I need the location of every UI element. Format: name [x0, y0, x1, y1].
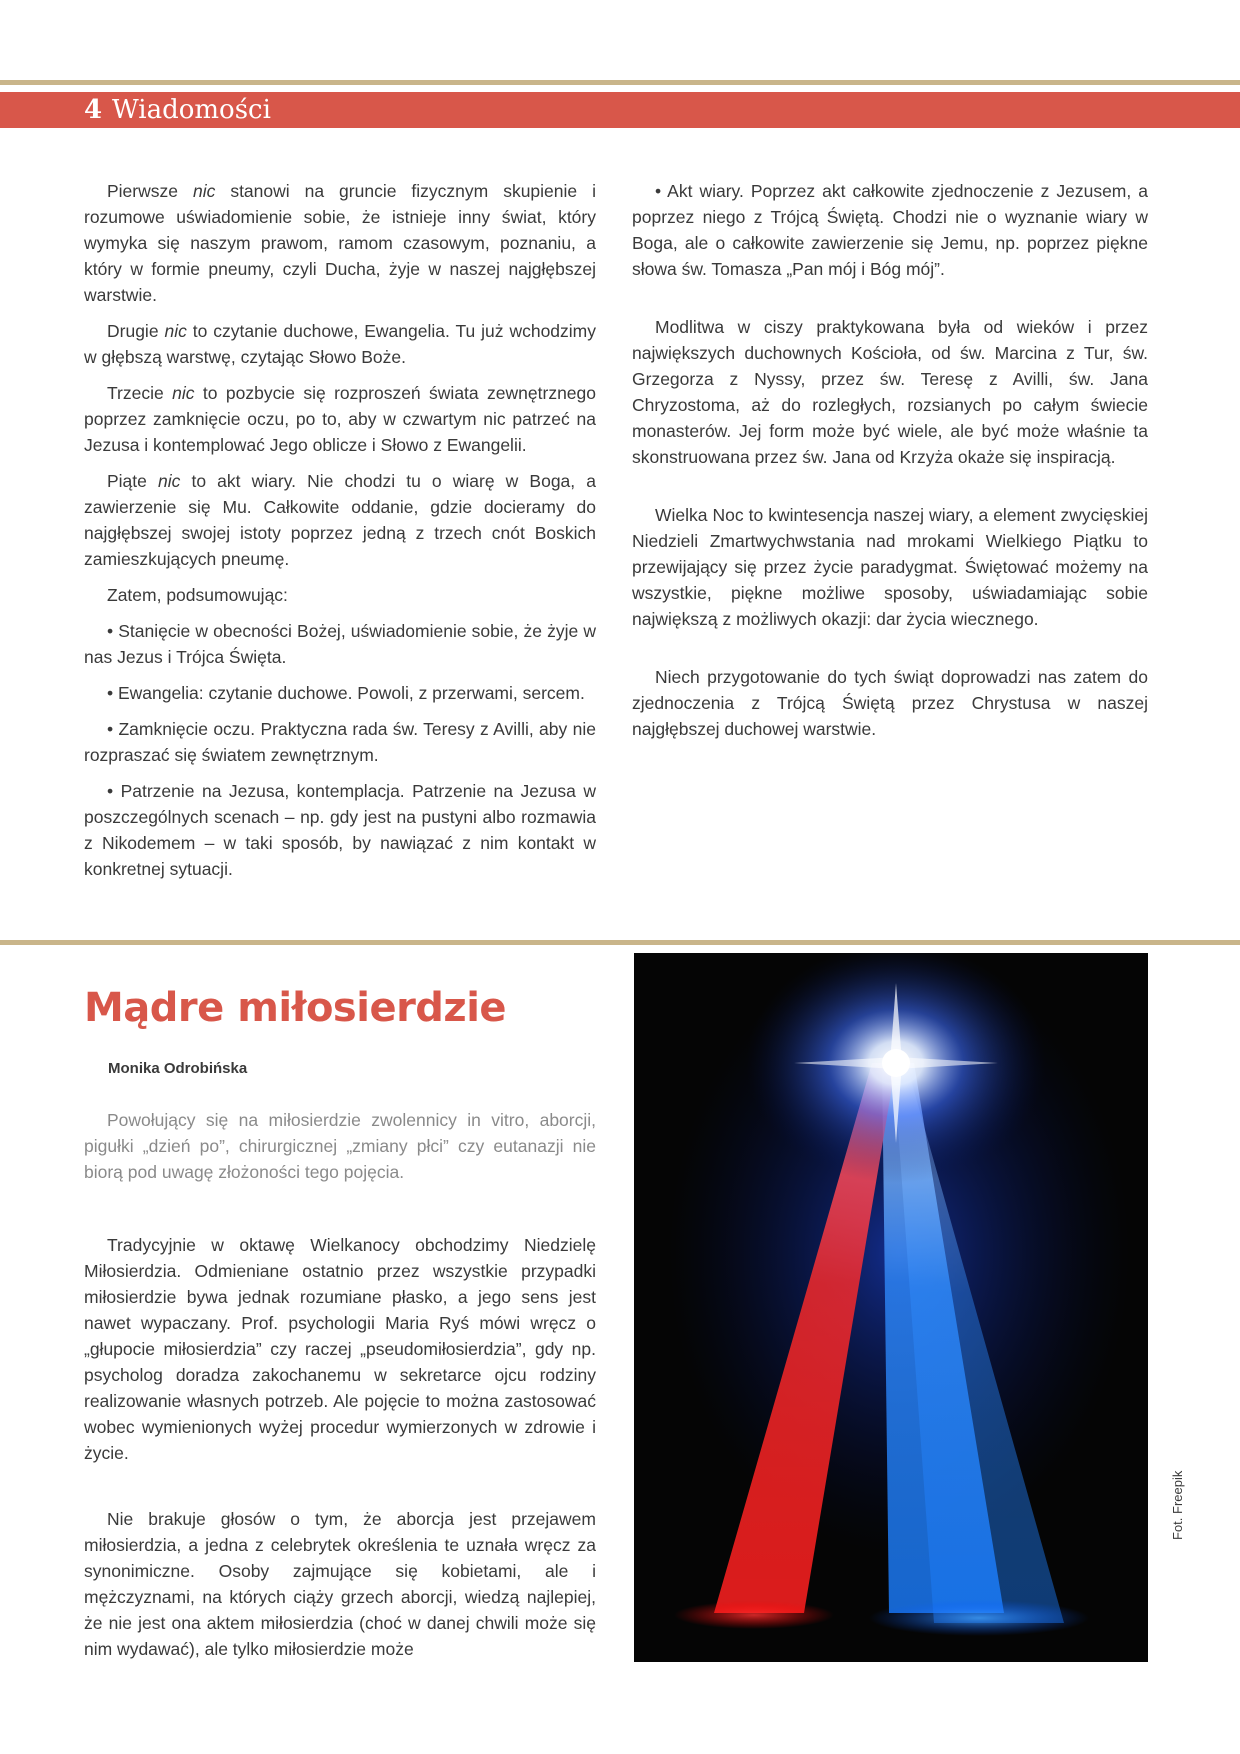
light-beams-image [634, 953, 1148, 1662]
bullet-gospel: • Ewangelia: czytanie duchowe. Powoli, z przerwami, sercem. [107, 683, 585, 703]
paragraph-easter: Wielka Noc to kwintesencja naszej wiary, a element zwycięskiej Niedzieli Zmartwychwstania nad mrokami Wielkiego Piątku to przewijający się przez życie paradygmat. Świętować możemy na wszystkie, piękne możliwe sposoby, uświadamiając sobie największą z możliwych okazji: dar życia wiecznego. [632, 505, 1148, 629]
paragraph-first-nic: Pierwsze nic stanowi na gruncie fizycznym skupienie i rozumowe uświadomienie sobie, że istnieje inny świat, który wymyka się naszym prawom, ramom czasowym, poznaniu, a który w formie pneumy, czyli Ducha, żyje w naszej najgłębszej warstwie. [84, 181, 596, 305]
paragraph-fifth-nic: Piąte nic to akt wiary. Nie chodzi tu o wiarę w Boga, a zawierzenie się Mu. Całkowite oddanie, gdzie docieramy do najgłębszej swojej istoty poprzez jedną z trzech cnót Boskich zamieszkujących pneumę. [84, 471, 596, 569]
article-paragraph-2: Nie brakuje głosów o tym, że aborcja jest przejawem miłosierdzia, a jedna z celebrytek określenia te uznała wręcz za synonimiczne. Osoby zajmujące się kobietami, ale i mężczyznami, na których ciąży grzech aborcji, wiedzą najlepiej, że nie jest ona aktem miłosierdzia (choć w danej chwili może się nim wydawać), ale tylko miłosierdzie może [84, 1509, 596, 1659]
bullet-contemplation: • Patrzenie na Jezusa, kontemplacja. Patrzenie na Jezusa w poszczególnych scenach – np. gdy jest na pustyni albo rozmawia z Nikodemem – w taki sposób, by nawiązać z nim kontakt w konkretnej sytuacji. [84, 781, 596, 879]
paragraph-silent-prayer: Modlitwa w ciszy praktykowana była od wieków i przez największych duchownych Kościoła, od św. Marcina z Tur, św. Grzegorza z Nyssy, przez św. Teresę z Avilli, św. Jana Chryzostoma, aż do rozległych, rozsianych po całym świecie monasterów. Jej form może być wiele, ale być może właśnie ta skonstruowana przez św. Jana od Krzyża okaże się inspiracją. [632, 317, 1148, 467]
section-divider [0, 940, 1240, 945]
bullet-presence: • Stanięcie w obecności Bożej, uświadomienie sobie, że żyje w nas Jezus i Trójca Święta. [84, 621, 596, 667]
paragraph-summary-intro: Zatem, podsumowując: [107, 585, 288, 605]
top-right-column [632, 178, 1148, 752]
article-paragraph-1: Tradycyjnie w oktawę Wielkanocy obchodzimy Niedzielę Miłosierdzia. Odmieniane ostatnio przez wszystkie przypadki miłosierdzie bywa jednak rozumiane płasko, a jego sens jest nawet wypaczany. Prof. psychologii Maria Ryś mówi wręcz o „głupocie miłosierdzia” czy raczej „pseudomiłosierdzia”, gdy np. psycholog doradza zakochanemu w sekretarce ojcu rodziny realizowanie własnych potrzeb. Ale pojęcie to można zastosować wobec wymienionych wyżej procedur wymierzonych w zdrowie i życie. [84, 1235, 596, 1463]
article-author: Monika Odrobińska [108, 1060, 248, 1077]
header-top-rule [0, 80, 1240, 85]
paragraph-closing: Niech przygotowanie do tych świąt doprowadzi nas zatem do zjednoczenia z Trójcą Świętą przez Chrystusa w naszej najgłębszej duchowej warstwie. [632, 667, 1148, 739]
article-photo [634, 953, 1148, 1662]
section-title: Wiadomości [112, 95, 271, 125]
page-number: 4 [84, 95, 103, 125]
article-lead: Powołujący się na miłosierdzie zwolennicy in vitro, aborcji, pigułki „dzień po”, chirurgicznej „zmiany płci” czy eutanazji nie biorą pod uwagę złożoności tego pojęcia. [84, 1110, 596, 1182]
bullet-closing-eyes: • Zamknięcie oczu. Praktyczna rada św. Teresy z Avilli, aby nie rozpraszać się światem zewnętrznym. [84, 719, 596, 765]
photo-credit: Fot. Freepik [1170, 1470, 1185, 1540]
top-left-column [84, 178, 596, 892]
section-header-bar [0, 92, 1240, 128]
article-title: Mądre miłosierdzie [84, 985, 507, 1031]
paragraph-second-nic: Drugie nic to czytanie duchowe, Ewangelia. Tu już wchodzimy w głębszą warstwę, czytając Słowo Boże. [84, 321, 597, 367]
article-body [84, 1232, 596, 1672]
paragraph-third-nic: Trzecie nic to pozbycie się rozproszeń świata zewnętrznego poprzez zamknięcie oczu, po to, aby w czwartym nic patrzeć na Jezusa i kontemplować Jego oblicze i Słowo z Ewangelii. [84, 383, 596, 455]
bullet-act-of-faith: • Akt wiary. Poprzez akt całkowite zjednoczenie z Jezusem, a poprzez niego z Trójcą Świętą. Chodzi nie o wyznanie wiary w Boga, ale o całkowite zawierzenie się Jemu, np. poprzez piękne słowa św. Tomasza „Pan mój i Bóg mój”. [632, 181, 1148, 279]
